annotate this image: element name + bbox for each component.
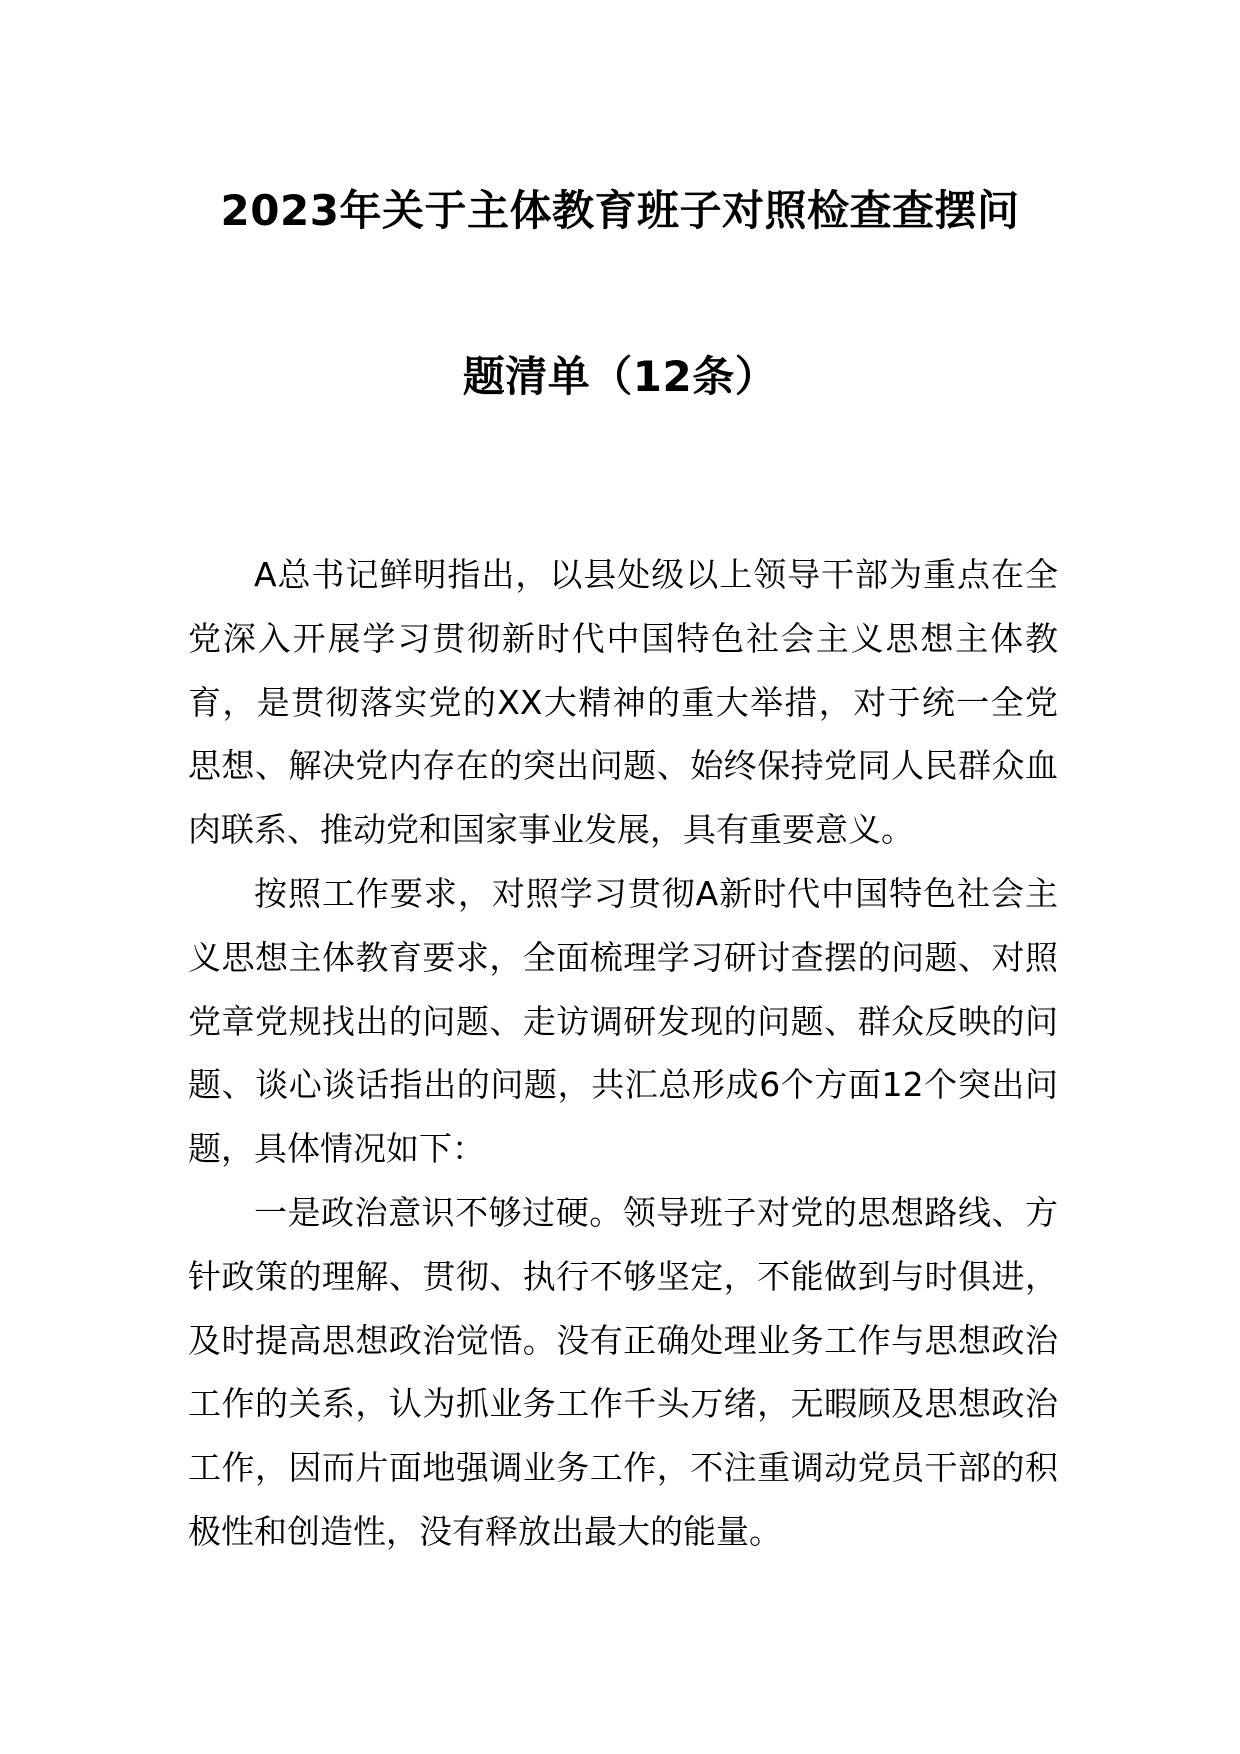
document-title-line-1: 2023年关于主体教育班子对照检查查摆问 [220, 186, 1020, 235]
document-title-line-2: 题清单（12条） [462, 352, 778, 401]
paragraph-issue-1: 一是政治意识不够过硬。领导班子对党的思想路线、方针政策的理解、贯彻、执行不够坚定，不能做到与时俱进，及时提高思想政治觉悟。没有正确处理业务工作与思想政治工作的关系，认为抓业务工作千头万绪，无暇顾及思想政治工作，因而片面地强调业务工作，不注重调动党员干部的积极性和创造性，没有释放出最大的能量。 [188, 1192, 1058, 1551]
paragraph-requirements: 按照工作要求，对照学习贯彻A新时代中国特色社会主义思想主体教育要求，全面梳理学习研讨查摆的问题、对照党章党规找出的问题、走访调研发现的问题、群众反映的问题、谈心谈话指出的问题，共汇总形成6个方面12个突出问题，具体情况如下： [188, 873, 1058, 1169]
document-body [188, 543, 1058, 1564]
paragraph-intro: A总书记鲜明指出，以县处级以上领导干部为重点在全党深入开展学习贯彻新时代中国特色社会主义思想主体教育，是贯彻落实党的XX大精神的重大举措，对于统一全党思想、解决党内存在的突出问题、始终保持党同人民群众血肉联系、推动党和国家事业发展，具有重要意义。 [188, 555, 1058, 850]
